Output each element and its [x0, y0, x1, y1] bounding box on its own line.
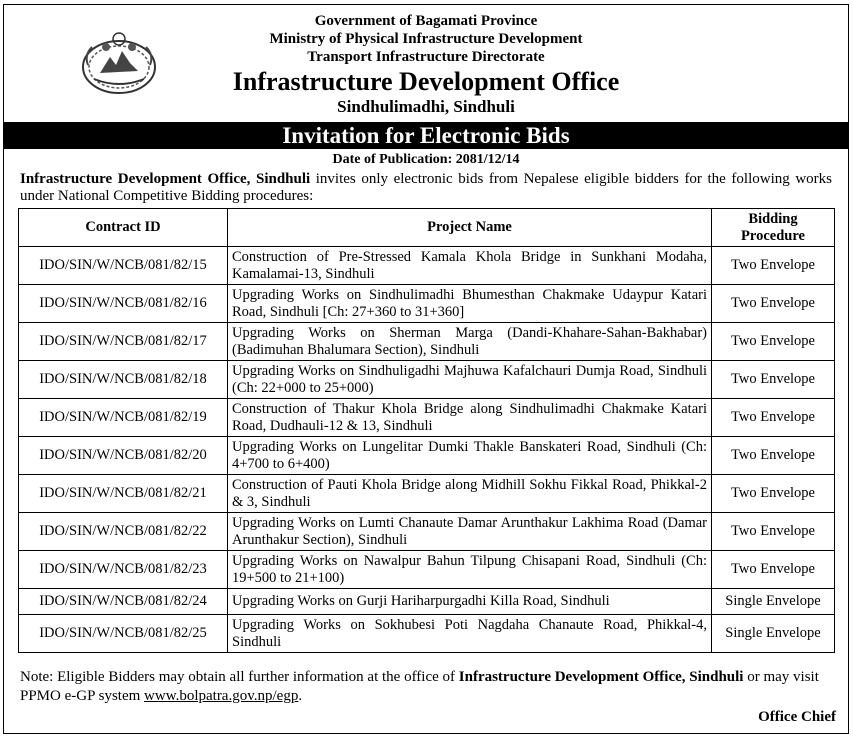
contract-id: IDO/SIN/W/NCB/081/82/15 — [19, 247, 228, 285]
contract-id: IDO/SIN/W/NCB/081/82/24 — [19, 589, 228, 615]
bidding-procedure: Two Envelope — [712, 285, 835, 323]
bidding-procedure: Two Envelope — [712, 323, 835, 361]
bidding-procedure: Two Envelope — [712, 513, 835, 551]
project-name: Upgrading Works on Gurji Hariharpurgadhi Killa Road, Sindhuli — [228, 589, 712, 615]
intro-office-name: Infrastructure Development Office, Sindhuli — [20, 171, 311, 187]
contract-id: IDO/SIN/W/NCB/081/82/16 — [19, 285, 228, 323]
table-row — [19, 437, 835, 475]
contract-id: IDO/SIN/W/NCB/081/82/22 — [19, 513, 228, 551]
header-government: Government of Bagamati Province — [314, 13, 538, 29]
contract-id: IDO/SIN/W/NCB/081/82/23 — [19, 551, 228, 589]
bidding-procedure: Single Envelope — [712, 615, 835, 653]
header-ministry: Ministry of Physical Infrastructure Development — [269, 31, 583, 47]
project-name: Upgrading Works on Nawalpur Bahun Tilpung Chisapani Road, Sindhuli (Ch: 19+500 to 21+100) — [228, 551, 712, 589]
table-header-row — [19, 209, 835, 247]
header-office: Infrastructure Development Office — [232, 67, 620, 96]
project-name: Construction of Pauti Khola Bridge along Midhill Sokhu Fikkal Road, Phikkal-2 & 3, Sindhuli — [228, 475, 712, 513]
contract-id: IDO/SIN/W/NCB/081/82/25 — [19, 615, 228, 653]
table-row — [19, 513, 835, 551]
contract-id: IDO/SIN/W/NCB/081/82/21 — [19, 475, 228, 513]
bidding-procedure: Two Envelope — [712, 475, 835, 513]
egp-link[interactable]: www.bolpatra.gov.np/egp — [144, 688, 299, 704]
bidding-procedure: Two Envelope — [712, 361, 835, 399]
project-name: Upgrading Works on Sherman Marga (Dandi-Khahare-Sahan-Bakhabar) (Badimuhan Bhalumara Section), Sindhuli — [228, 323, 712, 361]
contract-id: IDO/SIN/W/NCB/081/82/19 — [19, 399, 228, 437]
bidding-procedure: Two Envelope — [712, 247, 835, 285]
contract-id: IDO/SIN/W/NCB/081/82/18 — [19, 361, 228, 399]
table-row — [19, 247, 835, 285]
project-name: Upgrading Works on Sindhuligadhi Majhuwa Kafalchauri Dumja Road, Sindhuli (Ch: 22+000 to 25+000) — [228, 361, 712, 399]
signature-office-chief: Office Chief — [758, 709, 836, 725]
bidding-procedure: Single Envelope — [712, 589, 835, 615]
project-name: Upgrading Works on Lumti Chanaute Damar Arunthakur Lakhima Road (Damar Arunthakur Section), Sindhuli — [228, 513, 712, 551]
table-row — [19, 475, 835, 513]
table-row — [19, 285, 835, 323]
bidding-procedure: Two Envelope — [712, 551, 835, 589]
table-row — [19, 589, 835, 615]
contract-id: IDO/SIN/W/NCB/081/82/20 — [19, 437, 228, 475]
table-row — [19, 551, 835, 589]
publication-date: Date of Publication: 2081/12/14 — [332, 152, 520, 167]
bids-table — [18, 208, 835, 653]
project-name: Upgrading Works on Sindhulimadhi Bhumesthan Chakmake Udaypur Katari Road, Sindhuli [Ch: 27+360 to 31+360] — [228, 285, 712, 323]
notice-page — [3, 4, 849, 734]
header-directorate: Transport Infrastructure Directorate — [307, 49, 545, 65]
project-name: Construction of Pre-Stressed Kamala Khola Bridge in Sunkhani Modaha, Kamalamai-13, Sindhuli — [228, 247, 712, 285]
table-row — [19, 615, 835, 653]
bidding-procedure: Two Envelope — [712, 399, 835, 437]
project-name: Construction of Thakur Khola Bridge along Sindhulimadhi Chakmake Katari Road, Dudhauli-12 & 13, Sindhuli — [228, 399, 712, 437]
bidding-procedure: Two Envelope — [712, 437, 835, 475]
project-name: Upgrading Works on Lungelitar Dumki Thakle Banskateri Road, Sindhuli (Ch: 4+700 to 6+400) — [228, 437, 712, 475]
note-office: Infrastructure Development Office, Sindhuli — [458, 669, 744, 685]
notice-header — [4, 5, 848, 121]
header-bidding-procedure: Bidding Procedure — [712, 209, 835, 247]
note-paragraph — [20, 668, 832, 706]
intro-paragraph — [20, 171, 832, 205]
header-contract-id: Contract ID — [19, 209, 228, 247]
intro-text: invites only electronic bids from Nepalese eligible bidders for the following works under National Competitive Bidding procedures: — [20, 171, 832, 204]
header-place: Sindhulimadhi, Sindhuli — [337, 97, 515, 116]
table-row — [19, 323, 835, 361]
table-row — [19, 399, 835, 437]
table-row — [19, 361, 835, 399]
banner-title: Invitation for Electronic Bids — [4, 122, 848, 149]
note-prefix: Note: Eligible Bidders may obtain all further information at the office of — [20, 669, 459, 685]
contract-id: IDO/SIN/W/NCB/081/82/17 — [19, 323, 228, 361]
header-project-name: Project Name — [228, 209, 712, 247]
project-name: Upgrading Works on Sokhubesi Poti Nagdaha Chanaute Road, Phikkal-4, Sindhuli — [228, 615, 712, 653]
note-middle: or may visit PPMO e-GP system — [20, 669, 819, 704]
nepal-emblem-icon — [78, 27, 160, 99]
note-suffix: . — [298, 688, 303, 704]
